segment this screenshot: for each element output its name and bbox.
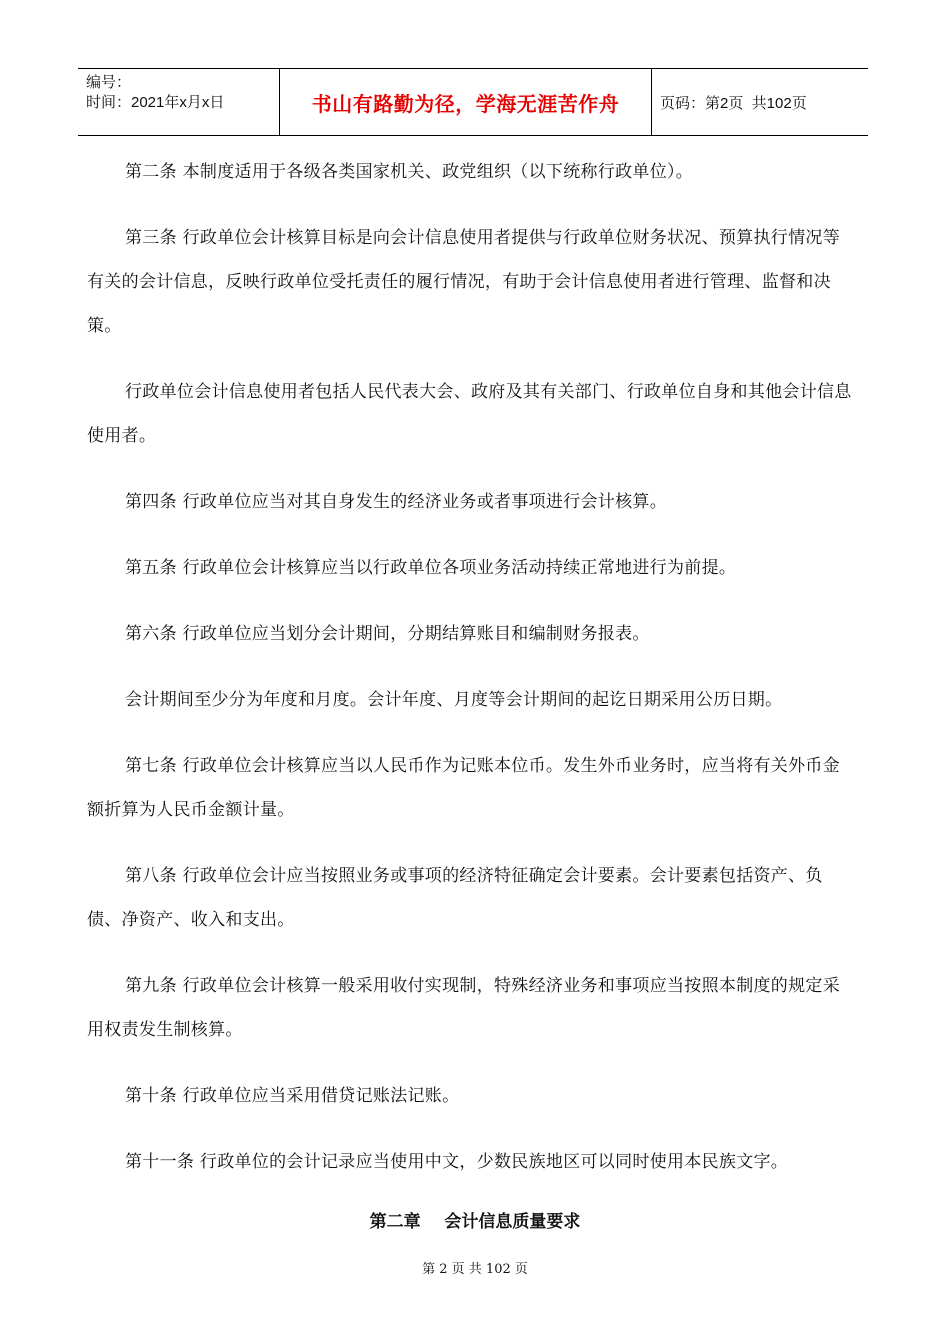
code-label: 编号： — [86, 74, 132, 91]
document-header — [78, 68, 868, 136]
paragraph: 第三条 行政单位会计核算目标是向会计信息使用者提供与行政单位财务状况、预算执行情况等有关的会计信息，反映行政单位受托责任的履行情况，有助于会计信息使用者进行管理、监督和决策。 — [87, 228, 841, 336]
page-info-text: 页码：第2页 共102页 — [660, 94, 807, 112]
header-motto — [280, 69, 652, 135]
paragraph: 第十条 行政单位应当采用借贷记账法记账。 — [125, 1086, 460, 1106]
paragraph: 第八条 行政单位会计应当按照业务或事项的经济特征确定会计要素。会计要素包括资产、负债、净资产、收入和支出。 — [87, 866, 823, 930]
paragraph: 第十一条 行政单位的会计记录应当使用中文，少数民族地区可以同时使用本民族文字。 — [125, 1152, 789, 1172]
document-body — [87, 150, 855, 1206]
paragraph: 会计期间至少分为年度和月度。会计年度、月度等会计期间的起讫日期采用公历日期。 — [125, 690, 783, 710]
paragraph: 行政单位会计信息使用者包括人民代表大会、政府及其有关部门、行政单位自身和其他会计信息使用者。 — [87, 382, 852, 446]
paragraph: 第二条 本制度适用于各级各类国家机关、政党组织（以下统称行政单位）。 — [125, 162, 694, 182]
motto-text: 书山有路勤为径，学海无涯苦作舟 — [311, 91, 620, 116]
chapter-heading: 第二章 会计信息质量要求 — [369, 1212, 581, 1232]
header-page-info — [652, 69, 868, 135]
paragraph: 第七条 行政单位会计核算应当以人民币作为记账本位币。发生外币业务时，应当将有关外币金额折算为人民币金额计量。 — [87, 756, 841, 820]
page-footer: 第 2 页 共 102 页 — [422, 1262, 528, 1277]
header-meta — [78, 69, 280, 135]
paragraph: 第六条 行政单位应当划分会计期间，分期结算账目和编制财务报表。 — [125, 624, 650, 644]
paragraph: 第九条 行政单位会计核算一般采用收付实现制，特殊经济业务和事项应当按照本制度的规定采用权责发生制核算。 — [87, 976, 841, 1040]
paragraph: 第四条 行政单位应当对其自身发生的经济业务或者事项进行会计核算。 — [125, 492, 668, 512]
paragraph: 第五条 行政单位会计核算应当以行政单位各项业务活动持续正常地进行为前提。 — [125, 558, 737, 578]
date-label: 时间：2021年x月x日 — [86, 94, 225, 111]
